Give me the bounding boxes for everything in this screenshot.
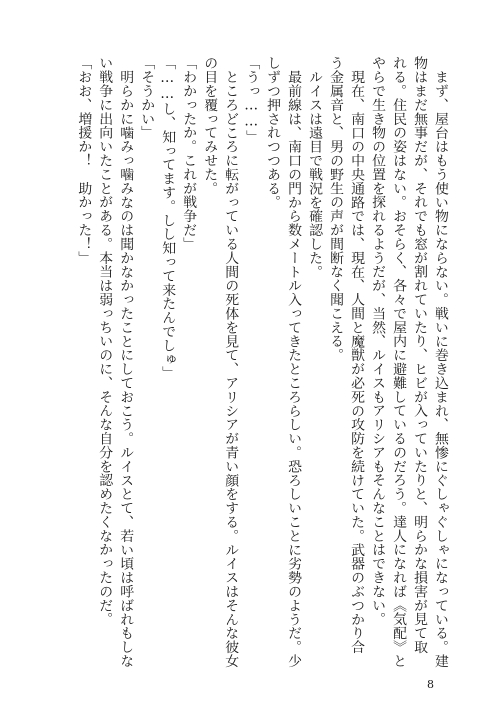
text-column: い戦争に出向いたことがある。本当は弱っちいのに、そんな自分を認めたくなかったのだ。 <box>96 56 113 626</box>
text-column: 「うっ……」 <box>243 56 260 144</box>
text-column: ところどころに転がっている人間の死体を見て、アリシアが青い顔をする。ルイスはそんな彼女 <box>222 70 239 668</box>
vertical-text-body <box>75 56 448 668</box>
text-column: れる。住民の姿はない。おそらく、各々で屋内に避難しているのだろう。達人になれば《気配》と <box>390 56 407 668</box>
text-column: 現在、南口の中央通路では、現在、人間と魔獣が必死の攻防を続けていた。武器のぶつかり合 <box>348 70 365 654</box>
text-column: 明らかに噛みっ噛みなのは聞かなかったことにしておこう。ルイスとて、若い頃は呼ばれもしな <box>117 70 134 668</box>
text-column: しずつ押されつつある。 <box>264 56 281 209</box>
text-column: 「そうかい」 <box>138 56 155 140</box>
text-column: 「わかったか。これが戦争だ」 <box>180 56 197 251</box>
text-column: やらで生き物の位置を探れるようだが、当然、ルイスもアリシアもそんなことはできない。 <box>369 56 386 626</box>
text-column: の目を覆ってみせた。 <box>201 56 218 195</box>
text-column: 「おお、増援か！ 助かった！」 <box>75 56 92 265</box>
text-column: 「……し、知ってます。しし知って来たんでしゅ」 <box>159 56 176 380</box>
text-column: まず、屋台はもう使い物にならない。戦いに巻き込まれ、無惨にぐしゃぐしゃになっている。建 <box>432 70 448 668</box>
text-column: う金属音と、男の野生の声が間断なく聞こえる。 <box>327 56 344 362</box>
text-column: 最前線は、南口の門から数メートル入ってきたところらしい。恐ろしいことに劣勢のようだ。少 <box>285 70 302 668</box>
page-number: 8 <box>427 678 434 691</box>
text-column: 物はまだ無事だが、それでも窓が割れていたり、ヒビが入っていたりと、明らかな損害が見て取 <box>411 56 428 654</box>
text-column: ルイスは遠目で戦況を確認した。 <box>306 70 323 279</box>
